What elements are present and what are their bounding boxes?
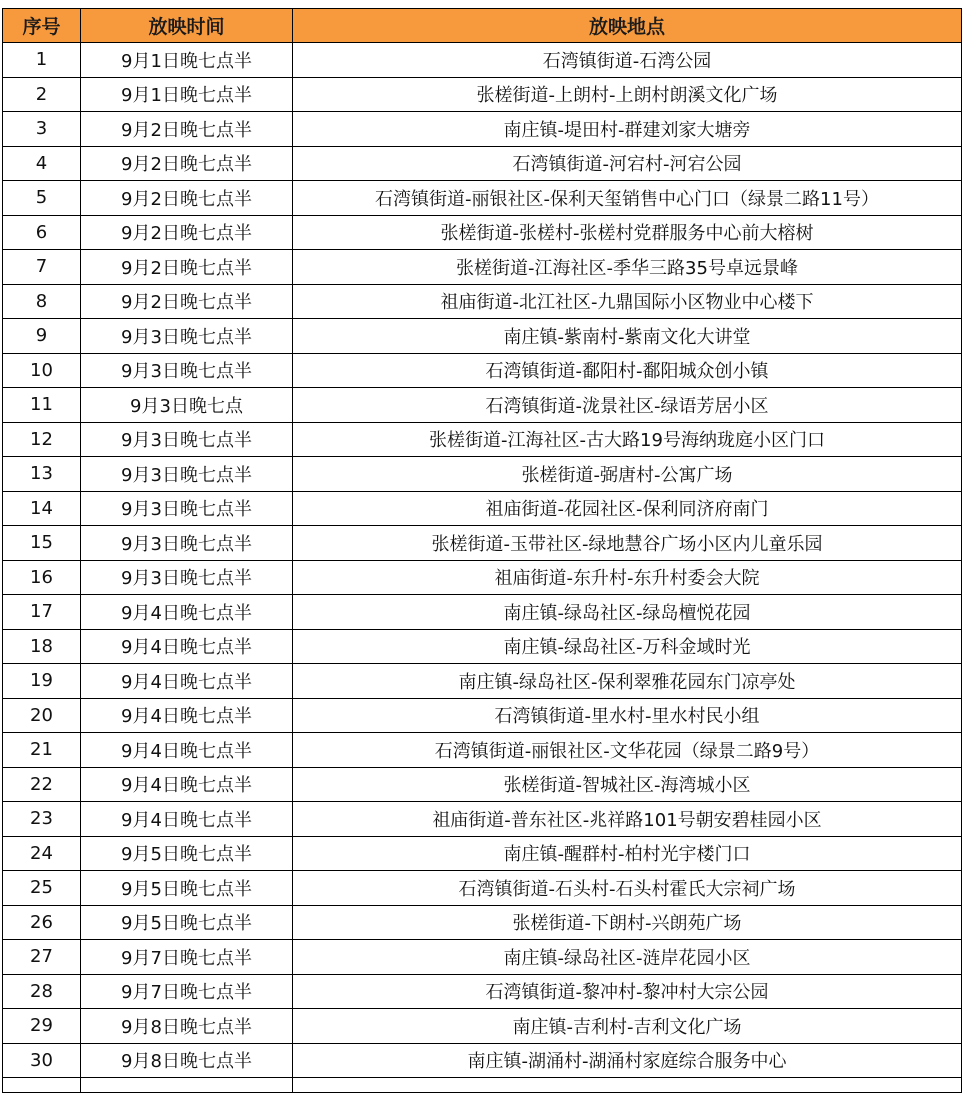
header-row: [3, 9, 962, 43]
table-row: [3, 112, 962, 147]
row-time: 9月2日晚七点半: [81, 146, 293, 181]
table-row: [3, 43, 962, 78]
row-place: 张槎街道-江海社区-季华三路35号卓远景峰: [293, 250, 962, 285]
row-index: 26: [3, 905, 81, 940]
table-row: [3, 767, 962, 802]
table-row: [3, 491, 962, 526]
row-time: 9月3日晚七点半: [81, 457, 293, 492]
row-index: 21: [3, 733, 81, 768]
table-row: [3, 905, 962, 940]
table-row: [3, 836, 962, 871]
row-place: 石湾镇街道-河宕村-河宕公园: [293, 146, 962, 181]
table-row: [3, 319, 962, 354]
row-place: 张槎街道-智城社区-海湾城小区: [293, 767, 962, 802]
row-place: 石湾镇街道-丽银社区-保利天玺销售中心门口（绿景二路11号）: [293, 181, 962, 216]
row-index: 27: [3, 940, 81, 975]
row-index: [3, 1078, 81, 1093]
row-place: [293, 1078, 962, 1093]
row-time: 9月4日晚七点半: [81, 595, 293, 630]
row-time: 9月5日晚七点半: [81, 905, 293, 940]
row-time: [81, 1078, 293, 1093]
table-row: [3, 388, 962, 423]
row-place: 南庄镇-吉利村-吉利文化广场: [293, 1009, 962, 1044]
row-place: 石湾镇街道-丽银社区-文华花园（绿景二路9号）: [293, 733, 962, 768]
row-index: 28: [3, 974, 81, 1009]
row-time: 9月8日晚七点半: [81, 1043, 293, 1078]
row-place: 南庄镇-绿岛社区-万科金域时光: [293, 629, 962, 664]
table-row: [3, 526, 962, 561]
row-place: 南庄镇-绿岛社区-涟岸花园小区: [293, 940, 962, 975]
table-row: [3, 146, 962, 181]
row-place: 南庄镇-绿岛社区-保利翠雅花园东门凉亭处: [293, 664, 962, 699]
row-index: 4: [3, 146, 81, 181]
row-time: 9月3日晚七点半: [81, 526, 293, 561]
table-row: [3, 629, 962, 664]
row-time: 9月4日晚七点半: [81, 664, 293, 699]
row-index: 3: [3, 112, 81, 147]
row-time: 9月3日晚七点半: [81, 560, 293, 595]
row-place: 张槎街道-江海社区-古大路19号海纳珑庭小区门口: [293, 422, 962, 457]
row-time: 9月4日晚七点半: [81, 802, 293, 837]
row-place: 南庄镇-紫南村-紫南文化大讲堂: [293, 319, 962, 354]
header-index: 序号: [3, 9, 81, 43]
row-index: 23: [3, 802, 81, 837]
table-row: [3, 1043, 962, 1078]
row-time: 9月2日晚七点半: [81, 250, 293, 285]
table-row: [3, 871, 962, 906]
row-place: 祖庙街道-花园社区-保利同济府南门: [293, 491, 962, 526]
row-index: 17: [3, 595, 81, 630]
row-place: 祖庙街道-北江社区-九鼎国际小区物业中心楼下: [293, 284, 962, 319]
row-index: 18: [3, 629, 81, 664]
row-place: 石湾镇街道-黎冲村-黎冲村大宗公园: [293, 974, 962, 1009]
row-index: 15: [3, 526, 81, 561]
table-row: [3, 940, 962, 975]
row-time: 9月2日晚七点半: [81, 181, 293, 216]
row-index: 30: [3, 1043, 81, 1078]
row-time: 9月7日晚七点半: [81, 940, 293, 975]
table-row: [3, 250, 962, 285]
row-time: 9月2日晚七点半: [81, 284, 293, 319]
table-row: [3, 802, 962, 837]
row-time: 9月1日晚七点半: [81, 43, 293, 78]
row-index: 29: [3, 1009, 81, 1044]
row-place: 张槎街道-张槎村-张槎村党群服务中心前大榕树: [293, 215, 962, 250]
row-place: 石湾镇街道-泷景社区-绿语芳居小区: [293, 388, 962, 423]
header-place: 放映地点: [293, 9, 962, 43]
row-place: 石湾镇街道-里水村-里水村民小组: [293, 698, 962, 733]
screening-schedule-table: [2, 8, 962, 1093]
row-index: 8: [3, 284, 81, 319]
row-place: 南庄镇-绿岛社区-绿岛檀悦花园: [293, 595, 962, 630]
row-index: 14: [3, 491, 81, 526]
row-index: 20: [3, 698, 81, 733]
table-row: [3, 215, 962, 250]
row-time: 9月3日晚七点半: [81, 491, 293, 526]
header-time: 放映时间: [81, 9, 293, 43]
table-row: [3, 733, 962, 768]
row-time: 9月3日晚七点半: [81, 353, 293, 388]
row-time: 9月3日晚七点半: [81, 319, 293, 354]
row-place: 南庄镇-堤田村-群建刘家大塘旁: [293, 112, 962, 147]
row-index: 7: [3, 250, 81, 285]
row-time: 9月4日晚七点半: [81, 733, 293, 768]
row-index: 16: [3, 560, 81, 595]
row-time: 9月5日晚七点半: [81, 871, 293, 906]
row-place: 张槎街道-玉带社区-绿地慧谷广场小区内儿童乐园: [293, 526, 962, 561]
row-index: 22: [3, 767, 81, 802]
row-place: 祖庙街道-东升村-东升村委会大院: [293, 560, 962, 595]
row-index: 13: [3, 457, 81, 492]
row-time: 9月2日晚七点半: [81, 215, 293, 250]
table-row: [3, 181, 962, 216]
table-row: [3, 457, 962, 492]
row-index: 10: [3, 353, 81, 388]
row-place: 张槎街道-弼唐村-公寓广场: [293, 457, 962, 492]
row-time: 9月3日晚七点: [81, 388, 293, 423]
row-time: 9月7日晚七点半: [81, 974, 293, 1009]
table-row: [3, 1009, 962, 1044]
row-place: 南庄镇-湖涌村-湖涌村家庭综合服务中心: [293, 1043, 962, 1078]
row-time: 9月2日晚七点半: [81, 112, 293, 147]
row-place: 石湾镇街道-石头村-石头村霍氏大宗祠广场: [293, 871, 962, 906]
row-time: 9月8日晚七点半: [81, 1009, 293, 1044]
row-index: 19: [3, 664, 81, 699]
row-time: 9月3日晚七点半: [81, 422, 293, 457]
table-row: [3, 595, 962, 630]
row-index: 9: [3, 319, 81, 354]
row-index: 11: [3, 388, 81, 423]
table-row-cut-off: [3, 1078, 962, 1093]
screening-schedule-sheet: [2, 8, 961, 1093]
table-row: [3, 77, 962, 112]
row-time: 9月4日晚七点半: [81, 767, 293, 802]
table-row: [3, 698, 962, 733]
row-index: 6: [3, 215, 81, 250]
table-row: [3, 974, 962, 1009]
row-index: 25: [3, 871, 81, 906]
row-place: 石湾镇街道-石湾公园: [293, 43, 962, 78]
row-place: 张槎街道-下朗村-兴朗苑广场: [293, 905, 962, 940]
table-row: [3, 664, 962, 699]
row-index: 24: [3, 836, 81, 871]
row-index: 2: [3, 77, 81, 112]
row-index: 12: [3, 422, 81, 457]
row-time: 9月4日晚七点半: [81, 629, 293, 664]
row-index: 1: [3, 43, 81, 78]
table-row: [3, 353, 962, 388]
row-place: 祖庙街道-普东社区-兆祥路101号朝安碧桂园小区: [293, 802, 962, 837]
row-place: 石湾镇街道-鄱阳村-鄱阳城众创小镇: [293, 353, 962, 388]
table-row: [3, 560, 962, 595]
row-index: 5: [3, 181, 81, 216]
row-time: 9月5日晚七点半: [81, 836, 293, 871]
row-time: 9月1日晚七点半: [81, 77, 293, 112]
row-time: 9月4日晚七点半: [81, 698, 293, 733]
table-row: [3, 422, 962, 457]
table-body: [3, 43, 962, 1093]
row-place: 南庄镇-醒群村-柏村光宇楼门口: [293, 836, 962, 871]
table-row: [3, 284, 962, 319]
row-place: 张槎街道-上朗村-上朗村朗溪文化广场: [293, 77, 962, 112]
